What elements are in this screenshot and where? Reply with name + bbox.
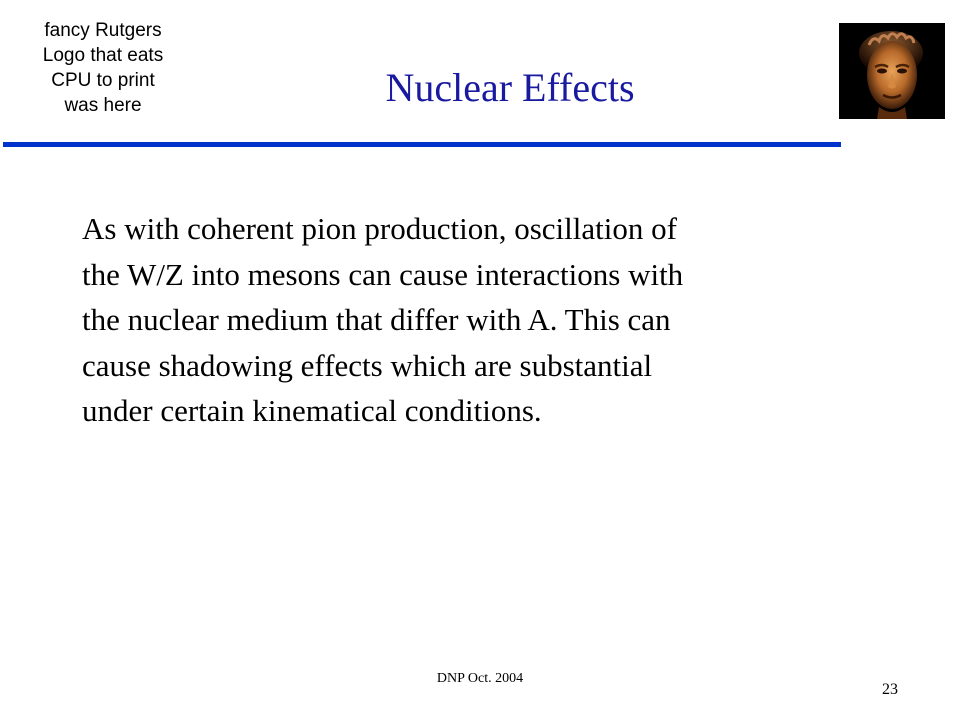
title-divider	[3, 142, 841, 147]
body-line: the nuclear medium that differ with A. This can	[82, 302, 671, 337]
logo-placeholder-note	[8, 18, 198, 118]
body-line: the W/Z into mesons can cause interactions with	[82, 256, 684, 292]
logo-note-line: Logo that eats	[42, 45, 164, 66]
logo-note-line: was here	[64, 95, 142, 116]
body-line: under certain kinematical conditions.	[82, 393, 542, 428]
logo-note-line: fancy Rutgers	[44, 20, 162, 41]
logo-note-line: CPU to print	[51, 70, 155, 91]
page-number: 23	[882, 681, 898, 698]
portrait-image	[839, 23, 945, 119]
slide-title: Nuclear Effects	[385, 65, 635, 110]
body-line: As with coherent pion production, oscillation of	[82, 211, 677, 246]
body-paragraph	[82, 206, 812, 434]
bronze-head-icon	[839, 23, 945, 119]
body-line: cause shadowing effects which are substantial	[82, 347, 653, 383]
footer-text: DNP Oct. 2004	[436, 671, 524, 686]
